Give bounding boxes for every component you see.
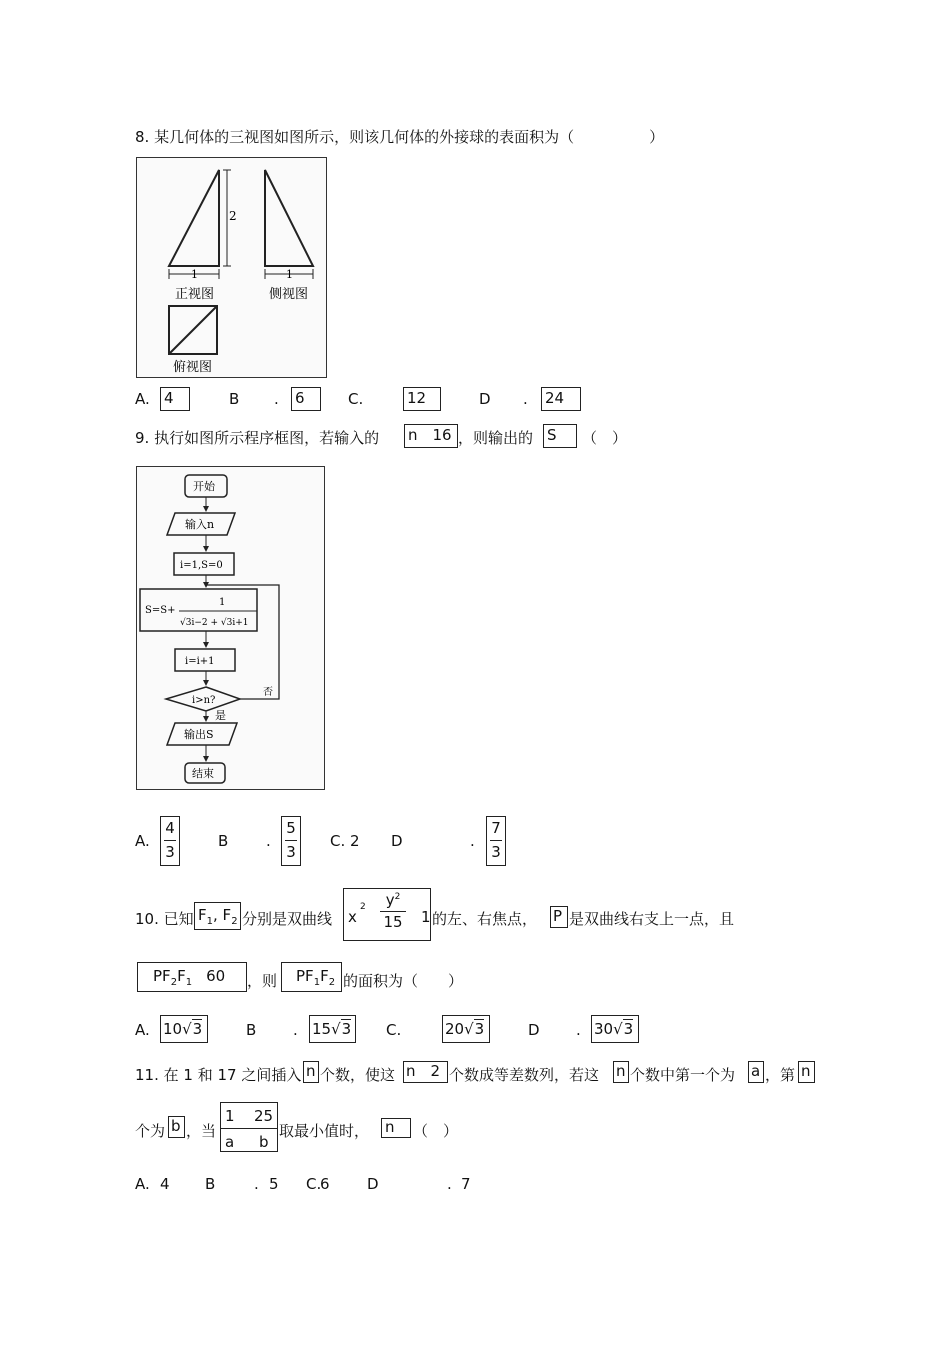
- q9-option-d-num: 7: [491, 819, 501, 837]
- q11-stem-c: 个数成等差数列，若这: [449, 1066, 600, 1084]
- q9-option-d-letter[interactable]: D: [391, 832, 403, 850]
- q11-option-d-dot: .: [447, 1175, 452, 1193]
- foci-f1: F: [198, 906, 207, 924]
- q11-a: a: [748, 1061, 764, 1083]
- q9-option-c[interactable]: C. 2: [330, 832, 360, 850]
- q10-foci-box: [194, 902, 241, 930]
- q10-option-d-value: 30√3: [591, 1015, 639, 1043]
- q11-option-b-letter[interactable]: B: [205, 1175, 216, 1193]
- q8-option-d-dot: .: [523, 390, 528, 408]
- flow-incr: i=i+1: [185, 656, 215, 667]
- flowchart-figure: [136, 466, 325, 790]
- flow-assign-left: S=S+: [145, 605, 176, 616]
- q11-option-d-letter[interactable]: D: [367, 1175, 379, 1193]
- hyp-x-exp: 2: [360, 902, 366, 912]
- q9-option-b-dot: .: [266, 832, 271, 850]
- q10-option-c-value: 20√3: [442, 1015, 490, 1043]
- expr-num1: 1: [225, 1107, 235, 1125]
- side-base-label: 1: [286, 268, 293, 281]
- q10-option-c-coef: 20: [445, 1020, 465, 1038]
- q8-stem: 8. 某几何体的三视图如图所示，则该几何体的外接球的表面积为（ ）: [135, 128, 665, 146]
- q10-option-b-rad: 3: [341, 1020, 352, 1038]
- tri-pf: PF: [296, 967, 314, 985]
- q10-stem-a: 10. 已知: [135, 910, 194, 928]
- q10-option-c-rad: 3: [474, 1020, 485, 1038]
- hyp-den: 15: [383, 913, 403, 931]
- q11-stem-h: 取最小值时，: [279, 1122, 370, 1140]
- q9-option-b-letter[interactable]: B: [218, 832, 229, 850]
- q10-option-b-letter[interactable]: B: [246, 1021, 257, 1039]
- triangle-box: [281, 962, 342, 992]
- front-view-label: 正视图: [175, 287, 215, 302]
- flow-input: 输入n: [185, 518, 215, 531]
- q11-option-d-value: 7: [461, 1175, 471, 1193]
- q10-option-d-coef: 30: [594, 1020, 614, 1038]
- q11-option-c-value: 6: [320, 1175, 330, 1193]
- q11-n-answer: n: [381, 1118, 411, 1138]
- flow-output: 输出S: [184, 728, 214, 741]
- q10-stem-c: 的左、右焦点，: [432, 910, 538, 928]
- q10-stem-d: 是双曲线右支上一点，且: [569, 910, 735, 928]
- q9-option-a-letter[interactable]: A.: [135, 832, 150, 850]
- angle-sub2: 1: [185, 977, 193, 988]
- q11-n-1: n: [303, 1061, 319, 1083]
- q9-output-var: S: [543, 424, 577, 448]
- q11-n-2: n: [613, 1061, 629, 1083]
- front-base-label: 1: [191, 268, 198, 281]
- q10-option-d-rad: 3: [623, 1020, 634, 1038]
- flow-no-label: 否: [263, 687, 273, 698]
- q11-stem-b: 个数，使这: [320, 1066, 396, 1084]
- q9-option-b-box: [281, 816, 301, 866]
- q11-option-a-value: 4: [160, 1175, 170, 1193]
- q9-option-d-box: [486, 816, 506, 866]
- foci-sub2: 2: [231, 916, 238, 927]
- q9-stem-c: （ ）: [582, 429, 628, 447]
- q8-option-b-dot: .: [274, 390, 279, 408]
- q8-option-c-letter[interactable]: C.: [348, 390, 364, 408]
- q8-option-b-letter[interactable]: B: [229, 390, 240, 408]
- flow-assign-den: √3i−2 + √3i+1: [180, 618, 249, 628]
- q8-option-b-value: 6: [291, 387, 321, 411]
- tri-f: F: [320, 967, 329, 985]
- q11-b: b: [168, 1116, 185, 1138]
- q11-expression-box: [220, 1102, 278, 1152]
- flow-end: 结束: [192, 767, 214, 780]
- angle-condition-box: [137, 962, 247, 992]
- angle-value: 60: [206, 967, 226, 985]
- q9-option-d-den: 3: [491, 843, 501, 861]
- q11-option-b-dot: .: [254, 1175, 259, 1193]
- expr-num2: 25: [254, 1107, 274, 1125]
- q10-option-b-value: 15√3: [309, 1015, 356, 1043]
- hyp-x: x: [348, 908, 357, 926]
- q9-stem-a: 9. 执行如图所示程序框图，若输入的: [135, 429, 380, 447]
- hyperbola-equation-box: [343, 888, 431, 941]
- hyp-y-exp: 2: [394, 892, 401, 902]
- q10-stem-f: 的面积为（ ）: [343, 972, 464, 990]
- flow-cond: i>n?: [192, 695, 216, 706]
- q9-input-expr: n 16: [404, 424, 458, 448]
- foci-f2: , F: [213, 906, 232, 924]
- q10-option-b-dot: .: [293, 1021, 298, 1039]
- tri-sub2: 2: [328, 977, 336, 988]
- q9-stem-b: ，则输出的: [458, 429, 534, 447]
- q11-stem-d: 个数中第一个为: [630, 1066, 736, 1084]
- q10-point-p: P: [550, 906, 568, 928]
- q11-n-3: n: [798, 1061, 815, 1083]
- hyp-rhs: 1: [421, 908, 431, 926]
- q9-option-a-den: 3: [165, 843, 175, 861]
- foci-sub1: 1: [206, 916, 214, 927]
- angle-f: F: [177, 967, 186, 985]
- q9-option-b-den: 3: [286, 843, 296, 861]
- q9-option-a-num: 4: [165, 819, 175, 837]
- height-label: 2: [229, 209, 237, 223]
- q11-n-plus-2: n 2: [403, 1061, 448, 1083]
- q10-stem-e: ，则: [247, 972, 278, 990]
- q10-option-a-rad: 3: [192, 1020, 203, 1038]
- q11-option-a-letter[interactable]: A.: [135, 1175, 150, 1193]
- hyp-y: y: [385, 891, 395, 909]
- q10-stem-b: 分别是双曲线: [242, 910, 333, 928]
- q11-option-c-letter[interactable]: C.: [306, 1175, 322, 1193]
- side-view-label: 侧视图: [269, 287, 309, 302]
- q9-option-b-num: 5: [286, 819, 296, 837]
- q9-option-d-dot: .: [470, 832, 475, 850]
- q8-option-c-value: 12: [403, 387, 441, 411]
- top-view-label: 俯视图: [173, 360, 213, 375]
- q11-stem-i: （ ）: [413, 1122, 459, 1140]
- q9-option-a-box: [160, 816, 180, 866]
- q11-stem-f: 个为: [135, 1122, 166, 1140]
- q10-option-d-letter[interactable]: D: [528, 1021, 540, 1039]
- q8-option-a-value: 4: [160, 387, 190, 411]
- three-view-figure: [136, 157, 327, 378]
- q10-option-a-value: 10√3: [160, 1015, 208, 1043]
- angle-pf: PF: [153, 967, 171, 985]
- flow-assign-num: 1: [219, 597, 226, 608]
- tri-sub1: 1: [313, 977, 321, 988]
- q11-stem-g: ，当: [186, 1122, 217, 1140]
- expr-den2: b: [259, 1133, 269, 1151]
- q11-option-b-value: 5: [269, 1175, 279, 1193]
- q10-option-a-coef: 10: [163, 1020, 183, 1038]
- q8-option-a-letter[interactable]: A.: [135, 390, 150, 408]
- q10-option-a-letter[interactable]: A.: [135, 1021, 150, 1039]
- q11-stem-a: 11. 在 1 和 17 之间插入: [135, 1066, 302, 1084]
- q10-option-b-coef: 15: [312, 1020, 332, 1038]
- flow-start: 开始: [193, 480, 215, 493]
- flow-init: i=1,S=0: [180, 560, 223, 571]
- flow-yes-label: 是: [215, 709, 226, 722]
- q10-option-c-letter[interactable]: C.: [386, 1021, 402, 1039]
- expr-den1: a: [225, 1133, 235, 1151]
- q10-option-d-dot: .: [576, 1021, 581, 1039]
- angle-sub1: 2: [170, 977, 178, 988]
- q8-option-d-letter[interactable]: D: [479, 390, 491, 408]
- q8-option-d-value: 24: [541, 387, 581, 411]
- q11-stem-e: ，第: [765, 1066, 796, 1084]
